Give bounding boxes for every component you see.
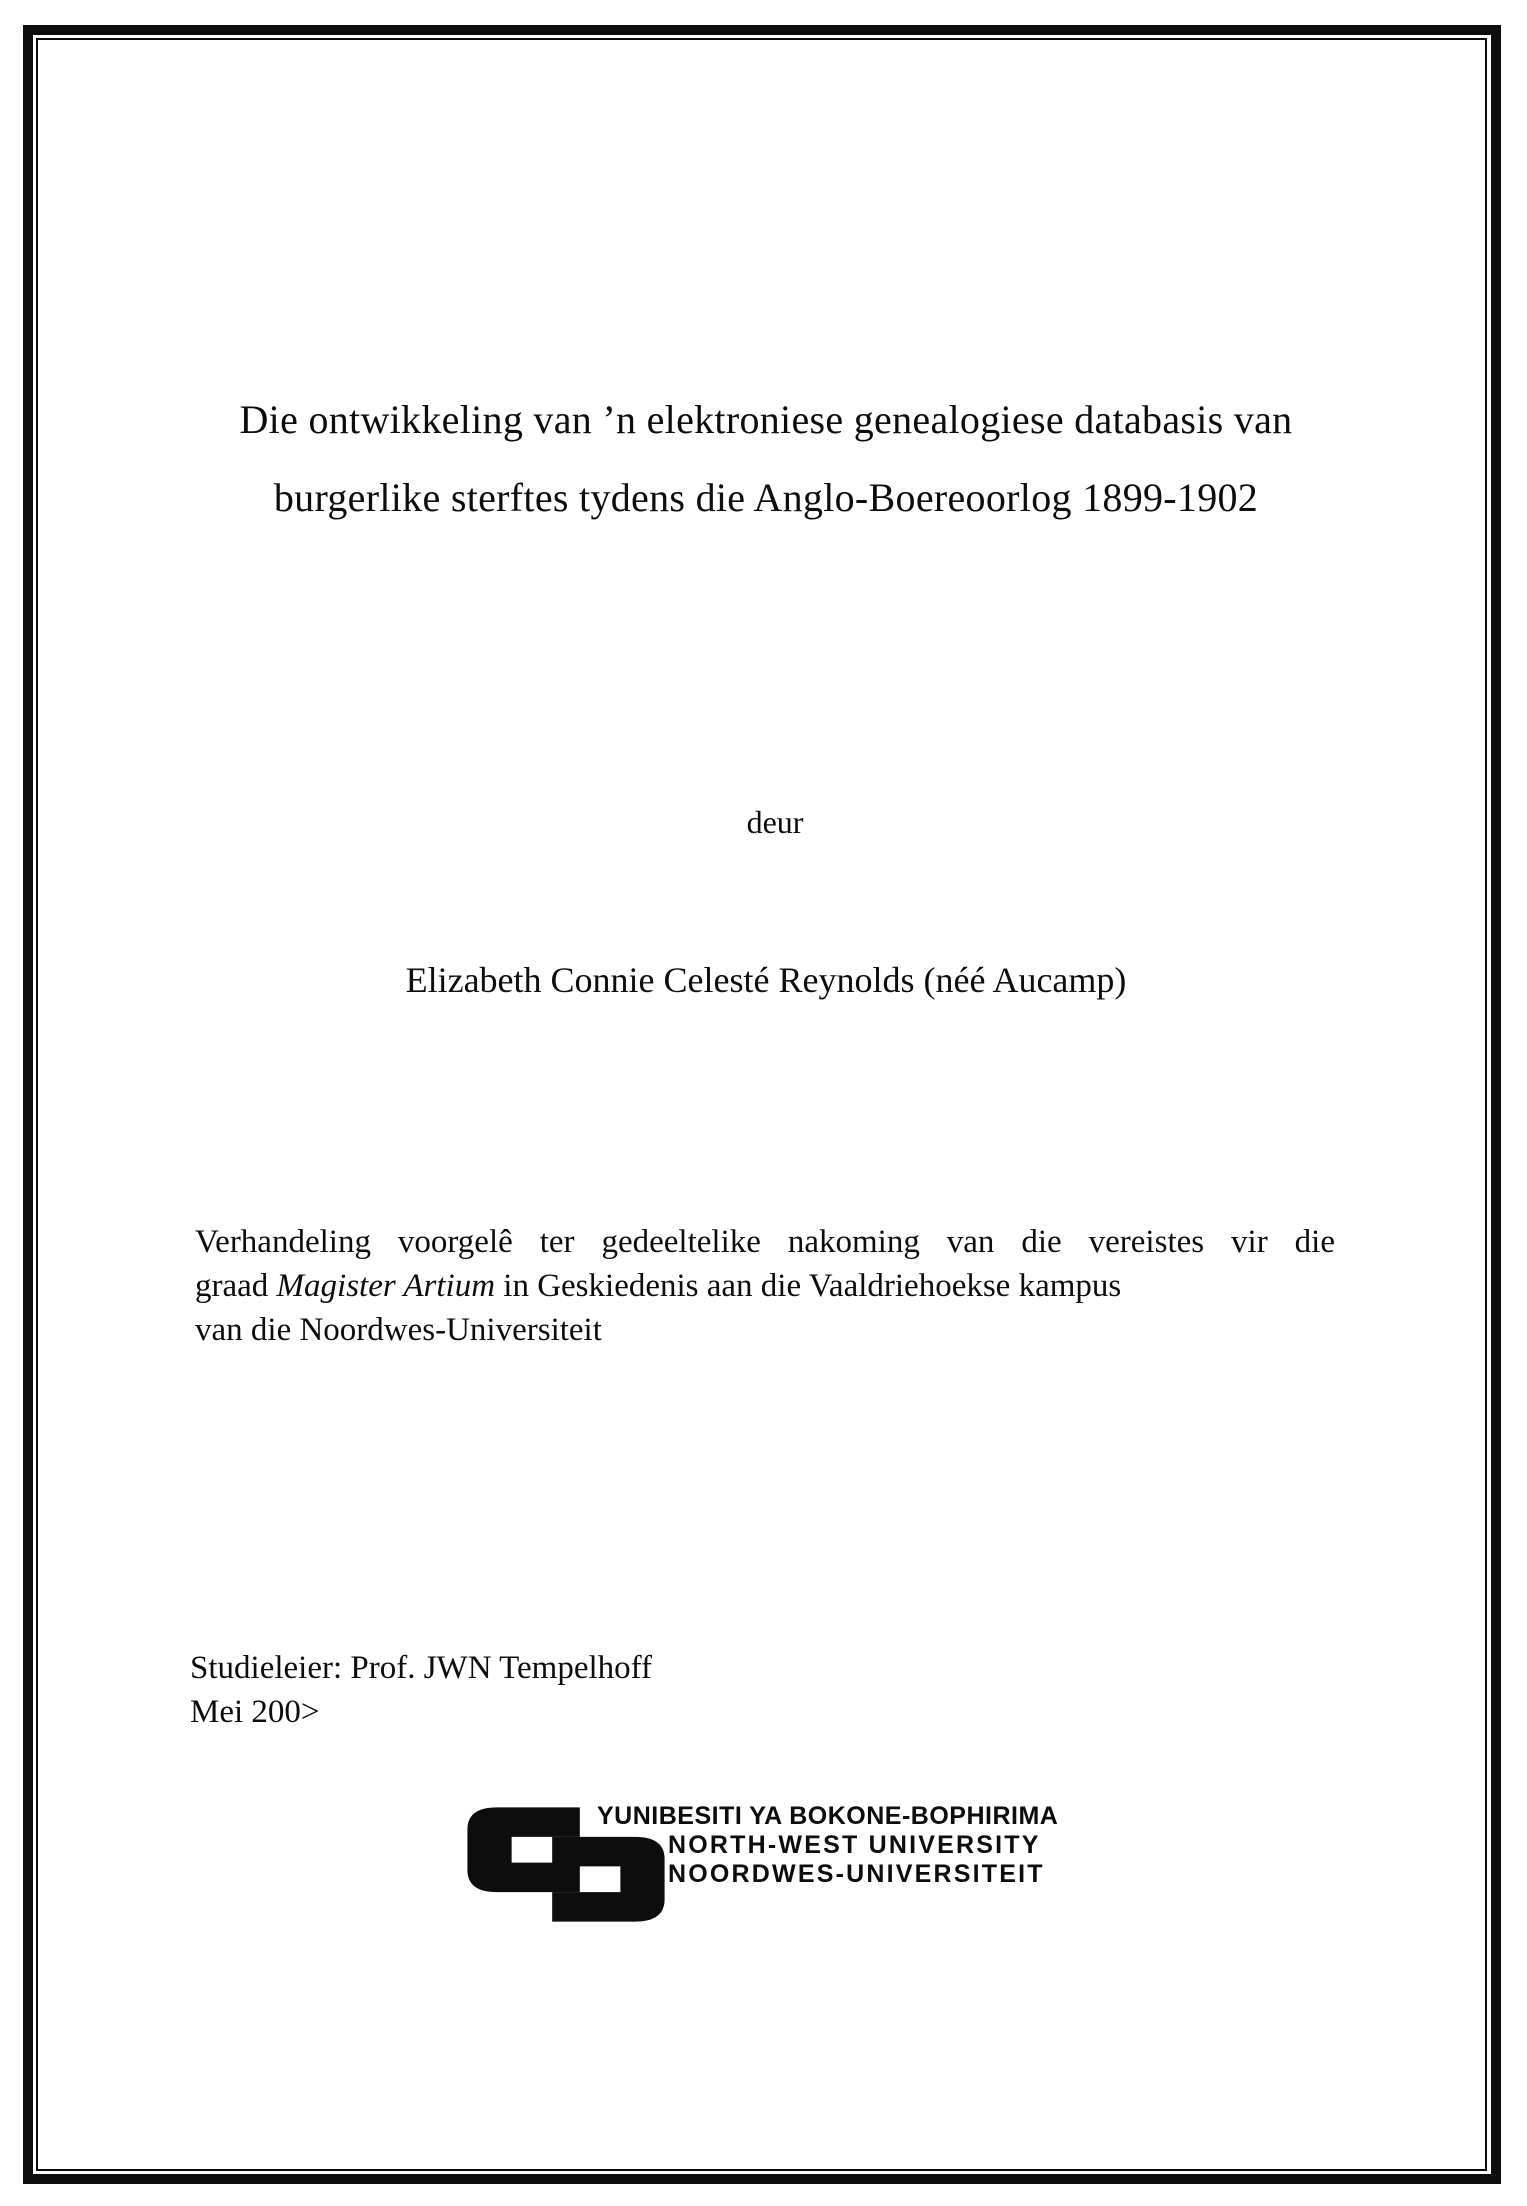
degree-statement-line2 bbox=[195, 1264, 1335, 1308]
degree-statement-line3: van die Noordwes-Universiteit bbox=[195, 1312, 602, 1348]
degree-statement-line2-prefix: graad bbox=[195, 1268, 277, 1304]
supervisor-date-block bbox=[190, 1646, 652, 1734]
byline-deur: deur bbox=[746, 804, 804, 840]
degree-statement-line2-suffix: in Geskiedenis aan die Vaaldriehoekse kampus bbox=[495, 1268, 1122, 1304]
thesis-title-line2: burgerlike sterftes tydens die Anglo-Boereoorlog 1899-1902 bbox=[273, 475, 1259, 520]
thesis-title-line1: Die ontwikkeling van ’n elektroniese genealogiese databasis van bbox=[239, 397, 1293, 442]
degree-name-italic: Magister Artium bbox=[276, 1268, 496, 1304]
logo-text-line1: YUNIBESITI YA BOKONE-BOPHIRIMA bbox=[597, 1802, 1059, 1830]
logo-text-line2: NORTH-WEST UNIVERSITY bbox=[668, 1831, 1041, 1859]
date-line: Mei 200> bbox=[190, 1694, 320, 1730]
degree-statement bbox=[195, 1220, 1335, 1352]
logo-text-line3: NOORDWES-UNIVERSITEIT bbox=[668, 1860, 1045, 1888]
degree-statement-line1: Verhandeling voorgelê ter gedeeltelike nakoming van die vereistes vir die bbox=[195, 1224, 1335, 1260]
author-name: Elizabeth Connie Celesté Reynolds (néé Aucamp) bbox=[405, 960, 1127, 1000]
supervisor-line: Studieleier: Prof. JWN Tempelhoff bbox=[190, 1650, 653, 1686]
university-logo-text bbox=[597, 1802, 1058, 1889]
